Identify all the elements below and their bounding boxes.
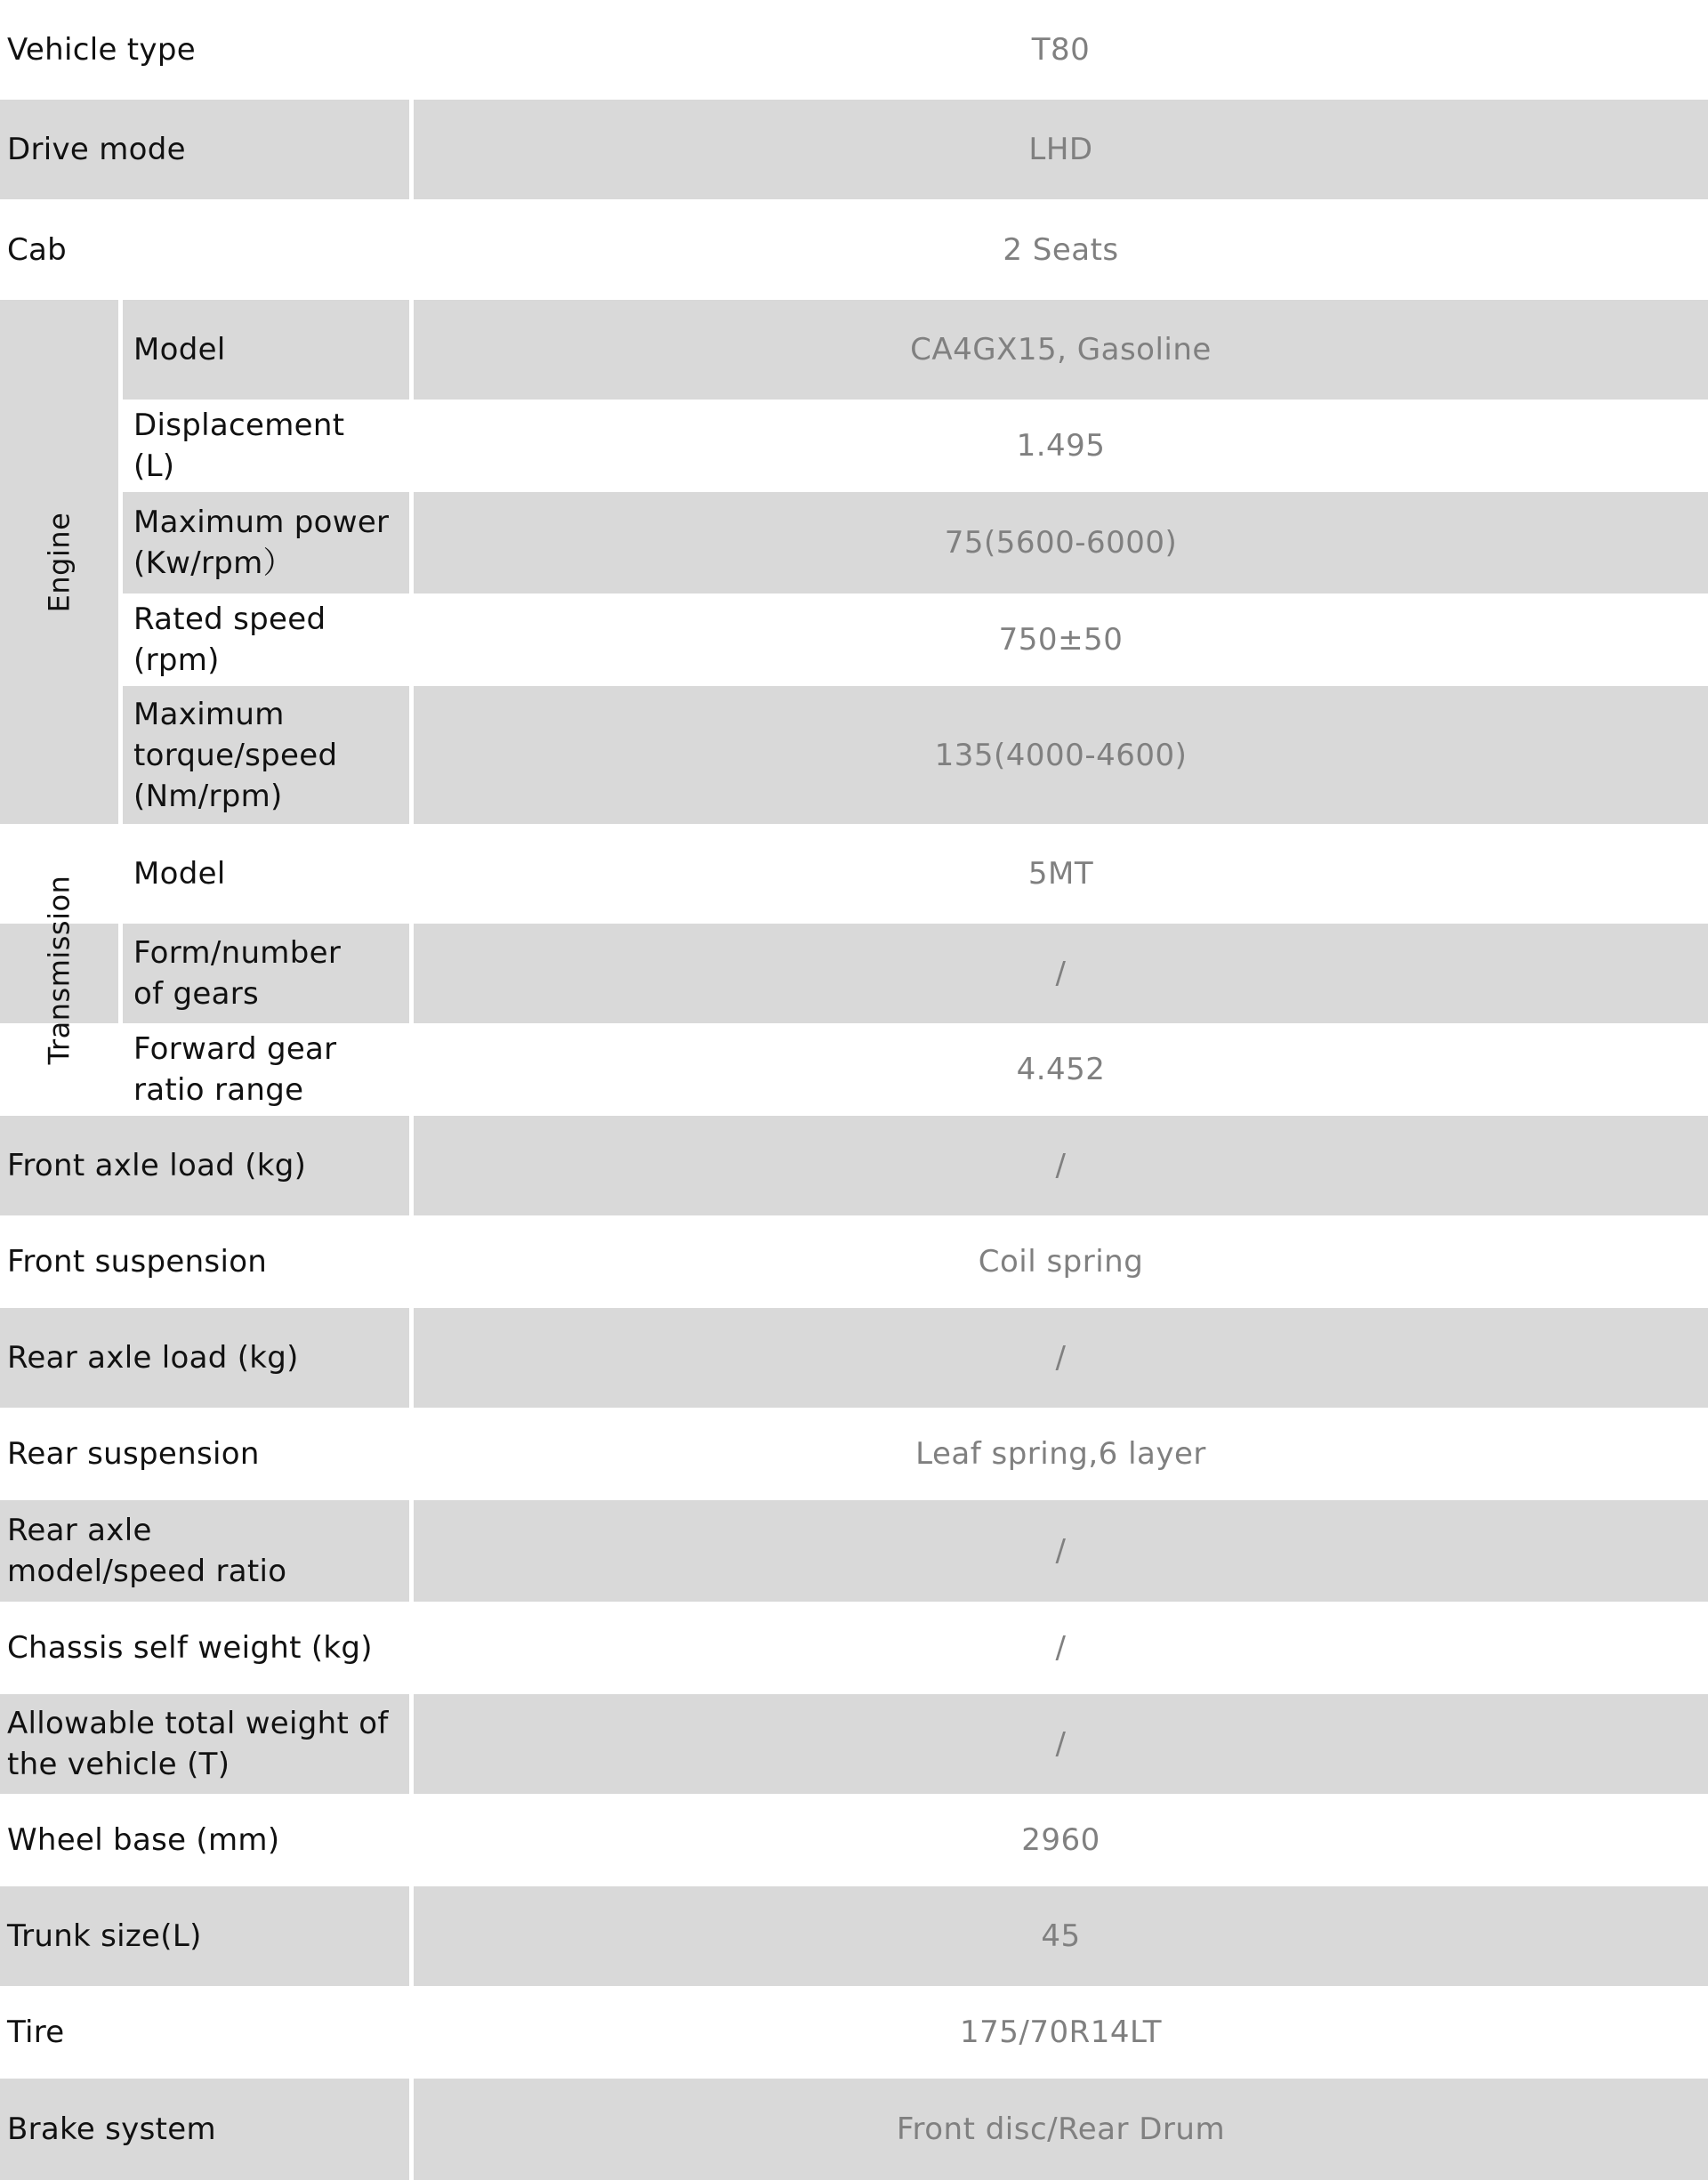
group-header-engine (0, 300, 118, 824)
spec-label (7, 1986, 399, 2079)
spec-value: LHD (1028, 132, 1093, 167)
spec-label (133, 824, 400, 924)
table-row (0, 1794, 1708, 1886)
spec-label (133, 1023, 400, 1116)
spec-label-text: Cab (7, 232, 68, 268)
spec-value: 75(5600-6000) (944, 525, 1178, 561)
spec-label (7, 1886, 399, 1986)
spec-value: 4.452 (1016, 1052, 1106, 1087)
spec-value: 135(4000-4600) (934, 737, 1188, 773)
spec-label-text: Rear suspension (7, 1436, 260, 1472)
group-divider (118, 300, 123, 824)
spec-label-text: Displacement (L) (133, 408, 345, 484)
spec-value: CA4GX15, Gasoline (910, 332, 1212, 367)
group-label: Engine (42, 512, 77, 612)
table-row (0, 924, 1708, 1023)
spec-value: / (1055, 1148, 1067, 1183)
spec-value: / (1055, 1726, 1067, 1762)
spec-label-text: Form/number of gears (133, 935, 342, 1012)
spec-label-text: Model (133, 856, 226, 892)
spec-value: 175/70R14LT (959, 2014, 1163, 2050)
group-header-transmission (0, 824, 118, 1116)
spec-value: / (1055, 1630, 1067, 1666)
table-row (0, 686, 1708, 824)
spec-label (7, 1500, 399, 1602)
table-row (0, 400, 1708, 492)
spec-label (7, 1308, 399, 1408)
table-row (0, 1986, 1708, 2079)
spec-label-text: Rear axle load (kg) (7, 1340, 299, 1376)
spec-label (7, 1602, 399, 1694)
table-row (0, 100, 1708, 199)
table-row (0, 824, 1708, 924)
spec-value: 1.495 (1016, 428, 1106, 464)
table-row (0, 1694, 1708, 1794)
table-row (0, 593, 1708, 686)
spec-label-text: Forward gear ratio range (133, 1031, 337, 1108)
spec-label-text: Brake system (7, 2111, 216, 2147)
spec-value: / (1055, 1533, 1067, 1569)
spec-label (7, 100, 399, 199)
spec-value: Front disc/Rear Drum (896, 2111, 1226, 2147)
spec-label-text: Trunk size(L) (7, 1918, 202, 1954)
spec-label (133, 686, 400, 824)
spec-label-text: Front suspension (7, 1244, 268, 1280)
spec-label-text: Wheel base (mm) (7, 1822, 280, 1858)
spec-label (133, 300, 400, 400)
table-row (0, 1602, 1708, 1694)
spec-label (7, 1408, 399, 1500)
spec-value: T80 (1031, 32, 1091, 68)
spec-value: 2 Seats (1003, 232, 1119, 268)
table-row (0, 1308, 1708, 1408)
spec-value: Leaf spring,6 layer (915, 1436, 1206, 1472)
table-row (0, 0, 1708, 100)
spec-label-text: Maximum power (Kw/rpm） (133, 505, 390, 581)
spec-label-text: Allowable total weight of the vehicle (T) (7, 1706, 389, 1782)
spec-label (133, 924, 400, 1023)
group-label: Transmission (42, 875, 77, 1065)
spec-label-text: Front axle load (kg) (7, 1148, 307, 1183)
spec-label (133, 492, 400, 593)
spec-label (7, 1694, 399, 1794)
spec-label-text: Drive mode (7, 132, 186, 167)
spec-label-text: Tire (7, 2014, 65, 2050)
table-row (0, 200, 1708, 300)
spec-label-text: Rated speed (rpm) (133, 602, 326, 678)
table-row (0, 1215, 1708, 1308)
spec-value: 2960 (1021, 1822, 1100, 1858)
spec-label (133, 400, 400, 492)
spec-value: 750±50 (998, 622, 1124, 658)
table-row (0, 492, 1708, 593)
spec-label (7, 2079, 399, 2180)
spec-label-text: Chassis self weight (kg) (7, 1630, 373, 1666)
group-divider (118, 824, 123, 1116)
spec-label-text: Model (133, 332, 226, 367)
table-row (0, 300, 1708, 400)
spec-value: 5MT (1027, 856, 1094, 892)
table-row (0, 1500, 1708, 1602)
table-row (0, 1408, 1708, 1500)
table-row (0, 1116, 1708, 1215)
spec-label (7, 1116, 399, 1215)
spec-value: / (1055, 1340, 1067, 1376)
table-row (0, 1023, 1708, 1116)
spec-label-text: Rear axle model/speed ratio (7, 1513, 287, 1589)
spec-value: Coil spring (978, 1244, 1144, 1280)
table-row (0, 2079, 1708, 2180)
spec-label-text: Vehicle type (7, 32, 196, 68)
spec-value: 45 (1041, 1918, 1081, 1954)
spec-label (133, 593, 400, 686)
spec-label (7, 0, 399, 100)
spec-label (7, 1215, 399, 1308)
spec-label-text: Maximum torque/speed (Nm/rpm) (133, 696, 338, 814)
spec-value: / (1055, 956, 1067, 991)
spec-label (7, 1794, 399, 1886)
table-row (0, 1886, 1708, 1986)
spec-label (7, 200, 399, 300)
